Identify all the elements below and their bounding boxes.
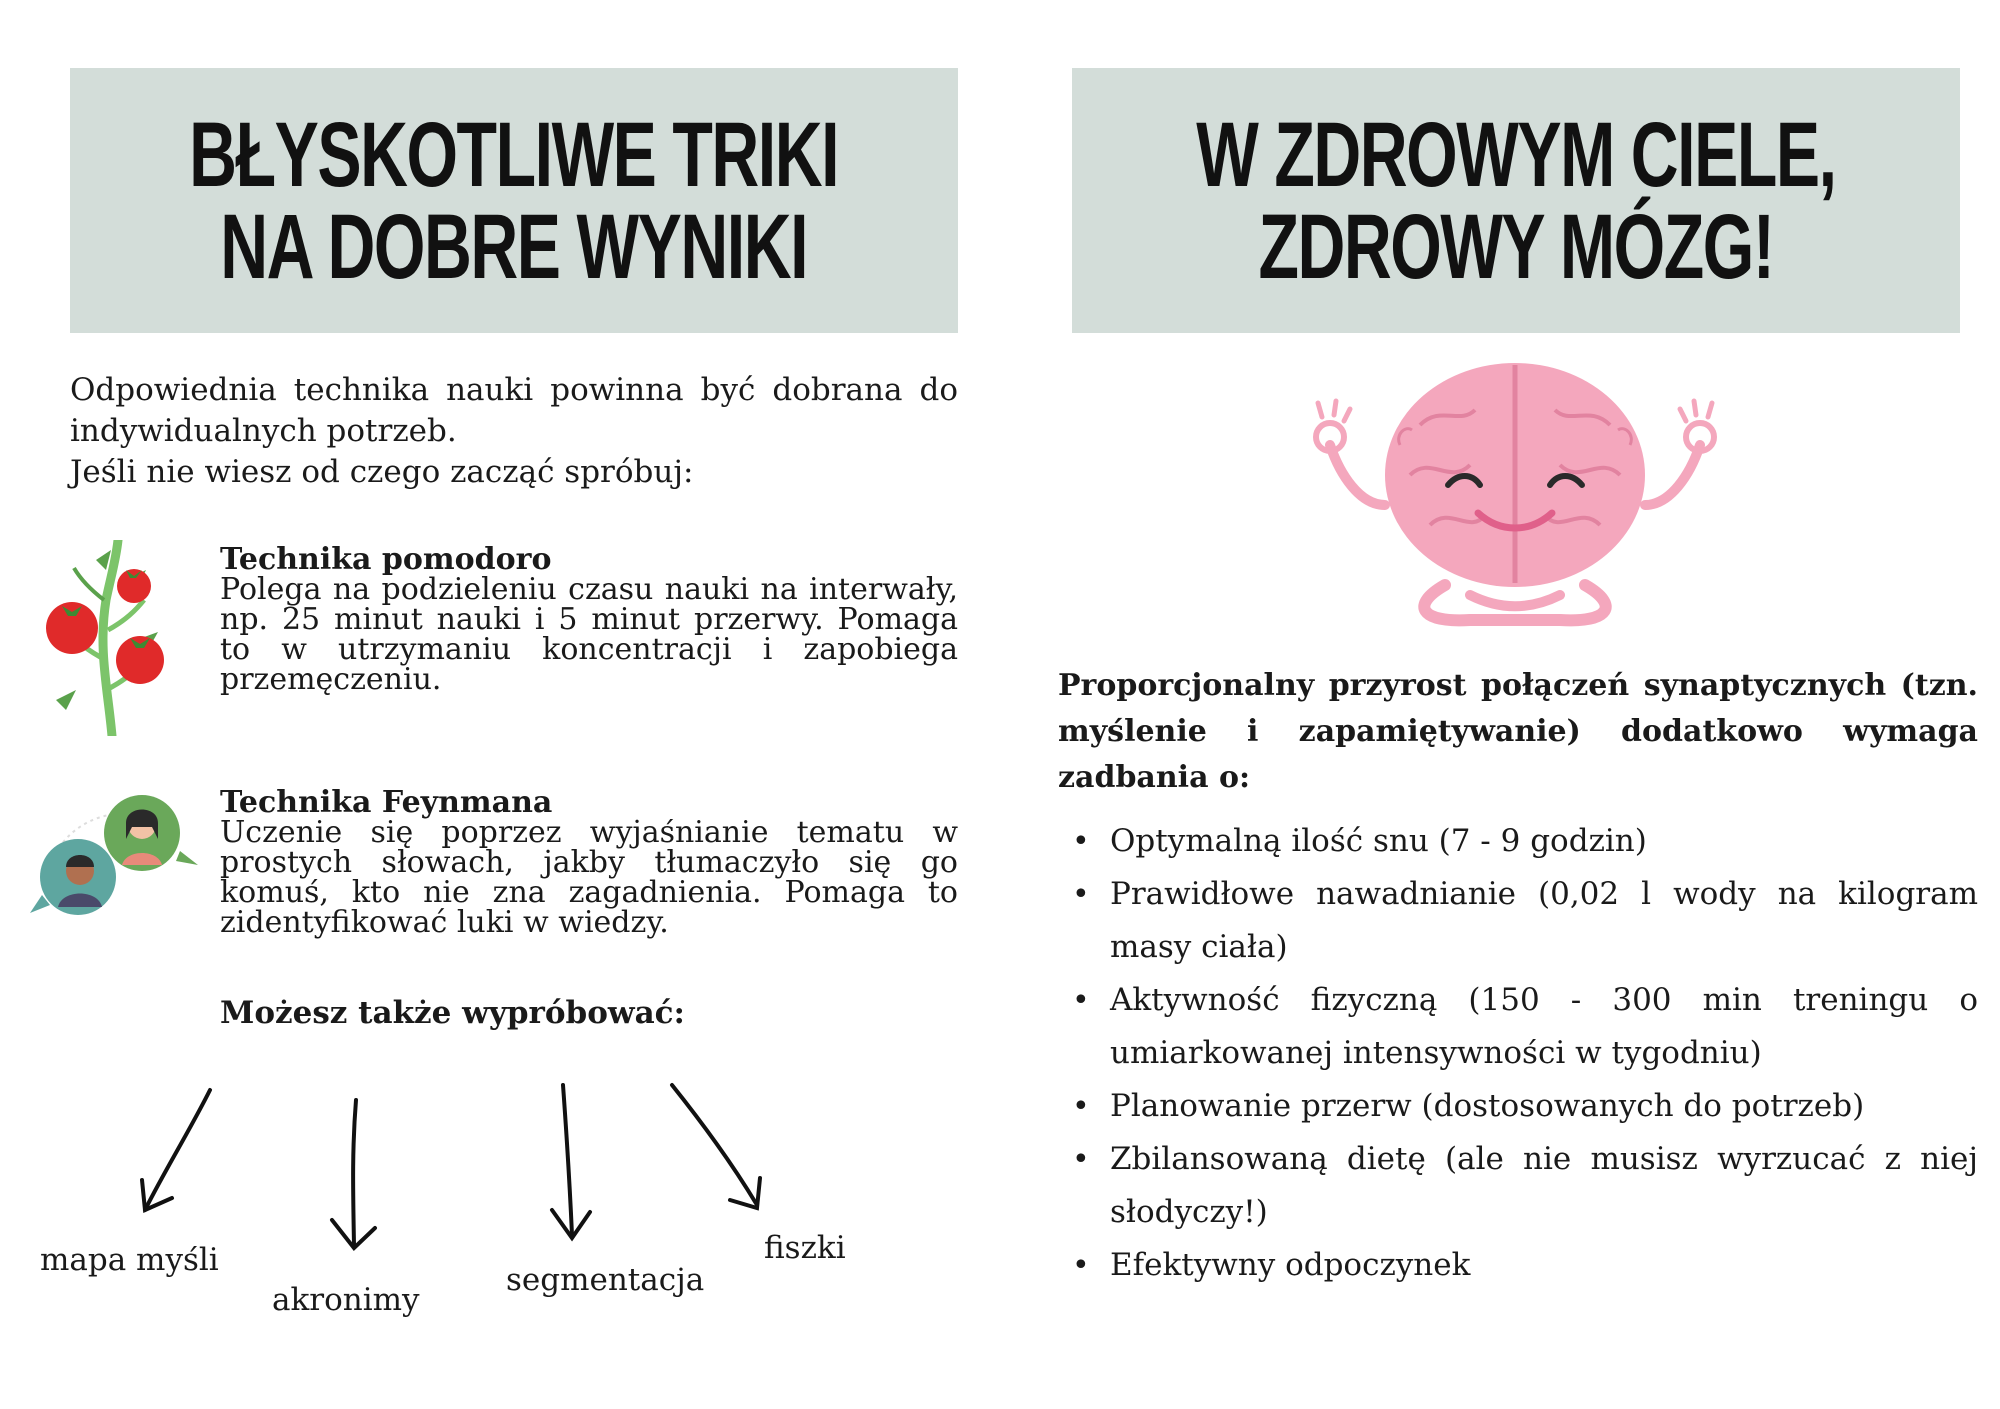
left-title-line-2: NA DOBRE WYNIKI xyxy=(220,195,808,298)
arrow-icon xyxy=(552,1085,590,1238)
tomato-plant-icon xyxy=(36,540,170,736)
list-item: • Efektywny odpoczynek xyxy=(1058,1239,1978,1292)
right-title xyxy=(1196,103,1836,298)
alt-flashcards: fiszki xyxy=(764,1230,846,1266)
left-title xyxy=(189,103,839,298)
intro-paragraph-1: Odpowiednia technika nauki powinna być dobrana do indywidualnych potrzeb. xyxy=(70,372,958,449)
right-title-banner xyxy=(1072,68,1960,333)
meditating-brain-icon xyxy=(1300,355,1730,635)
list-item: • Planowanie przerw (dostosowanych do potrzeb) xyxy=(1058,1080,1978,1133)
intro-text xyxy=(70,370,958,493)
alt-segmentation: segmentacja xyxy=(506,1262,705,1298)
people-talking-icon xyxy=(30,795,200,935)
arrow-icon xyxy=(142,1090,210,1210)
right-title-line-2: ZDROWY MÓZG! xyxy=(1258,195,1774,298)
left-title-line-1: BŁYSKOTLIWE TRIKI xyxy=(189,103,839,206)
technique-pomodoro-title: Technika pomodoro xyxy=(220,542,552,577)
alt-mind-map: mapa myśli xyxy=(40,1242,219,1278)
health-tips-list xyxy=(1058,815,1978,1292)
right-title-line-1: W ZDROWYM CIELE, xyxy=(1196,103,1836,206)
arrows-group xyxy=(120,1080,820,1260)
list-item: • Aktywność fizyczną (150 - 300 min treningu o umiarkowanej intensywności w tygodniu) xyxy=(1058,974,1978,1080)
technique-feynman-body: Uczenie się poprzez wyjaśnianie tematu w prostych słowach, jakby tłumaczyło się go komuś, kto nie zna zagadnienia. Pomaga to zidentyfikować luki w wiedzy. xyxy=(220,815,958,940)
technique-pomodoro xyxy=(220,542,958,697)
try-heading: Możesz także wypróbować: xyxy=(220,995,685,1031)
intro-paragraph-2: Jeśli nie wiesz od czego zacząć spróbuj: xyxy=(70,454,694,490)
arrow-icon xyxy=(332,1100,375,1248)
list-item: • Prawidłowe nawadnianie (0,02 l wody na kilogram masy ciała) xyxy=(1058,868,1978,974)
technique-pomodoro-body: Polega na podzieleniu czasu nauki na interwały, np. 25 minut nauki i 5 minut przerwy. Pomaga to w utrzymaniu koncentracji i zapobiega przemęczeniu. xyxy=(220,572,958,697)
technique-feynman xyxy=(220,785,958,940)
arrow-icon xyxy=(672,1085,760,1208)
synaptic-paragraph: Proporcjonalny przyrost połączeń synaptycznych (tzn. myślenie i zapamiętywanie) dodatkowo wymaga zadbania o: xyxy=(1058,668,1978,795)
alt-acronyms: akronimy xyxy=(272,1282,420,1318)
left-title-banner xyxy=(70,68,958,333)
list-item: • Optymalną ilość snu (7 - 9 godzin) xyxy=(1058,815,1978,868)
technique-feynman-title: Technika Feynmana xyxy=(220,785,553,820)
list-item: • Zbilansowaną dietę (ale nie musisz wyrzucać z niej słodyczy!) xyxy=(1058,1133,1978,1239)
